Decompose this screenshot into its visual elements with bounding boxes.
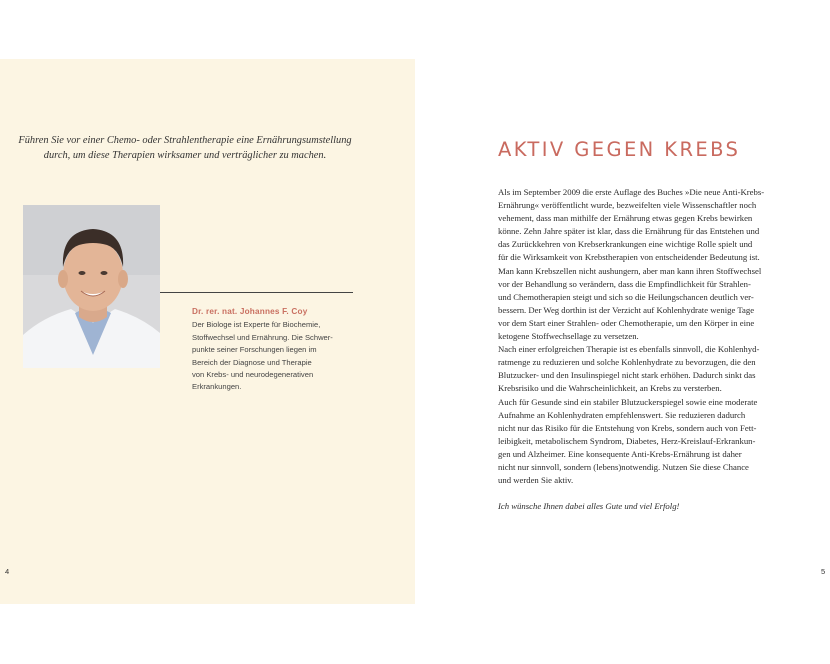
author-bio [192, 306, 362, 394]
text-line: bessern. Der Weg dorthin ist der Verzicht auf Kohlenhydrate wenige Tage [498, 304, 755, 315]
closing-line: Ich wünsche Ihnen dabei alles Gute und viel Erfolg! [498, 501, 680, 512]
text-line: ratmenge zu reduzieren und solche Kohlenhydrate zu bevorzugen, die den [498, 357, 756, 368]
text-line: vehement, dass man mithilfe der Ernährung etwas gegen Krebs bewirken [498, 213, 753, 224]
text-line: Krebsrisiko und die Wahrscheinlichkeit, an Krebs zu versterben. [498, 383, 722, 394]
divider-line [160, 292, 353, 293]
bio-line: Erkrankungen. [192, 382, 242, 392]
text-line: Aufnahme an Kohlenhydraten empfehlenswert. Sie reduzieren dadurch [498, 409, 746, 420]
bio-line: punkte seiner Forschungen liegen im [192, 345, 317, 355]
bio-line: Der Biologe ist Experte für Biochemie, [192, 320, 321, 330]
text-line: und Chemotherapien steigt und sich so die Heilungschancen deutlich ver- [498, 291, 754, 302]
intro-quote [0, 133, 370, 163]
text-line: nicht nur das Risiko für die Entstehung von Krebs, sondern auch von Fett- [498, 422, 757, 433]
text-line: vor dem Start einer Strahlen- oder Chemotherapie, um den Körper in eine [498, 317, 755, 328]
text-line: vor der Behandlung so verändern, dass die Empfindlichkeit für Strahlen- [498, 278, 751, 289]
quote-line: Führen Sie vor einer Chemo- oder Strahlentherapie eine Ernährungsumstellung [18, 135, 352, 146]
text-line: Auch für Gesunde sind ein stabiler Blutzuckerspiegel sowie eine moderate [498, 396, 758, 407]
page-heading: AKTIV GEGEN KREBS [498, 138, 741, 161]
text-line: Blutzucker- und den Insulinspiegel nicht stark erhöhen. Dadurch sinkt das [498, 370, 756, 381]
text-line: Man kann Krebszellen nicht aushungern, aber man kann ihren Stoffwechsel [498, 265, 762, 276]
quote-line: durch, um diese Therapien wirksamer und verträglicher zu machen. [43, 150, 327, 161]
text-line: Als im September 2009 die erste Auflage des Buches »Die neue Anti-Krebs- [498, 187, 765, 197]
text-line: nicht nur sinnvoll, sondern (lebens)notwendig. Nutzen Sie diese Chance [498, 461, 749, 472]
page-number-right: 5 [821, 567, 826, 576]
author-name: Dr. rer. nat. Johannes F. Coy [192, 307, 308, 316]
text-line: Ernährung« veröffentlicht wurde, bezweifelten viele Wissenschaftler noch [498, 200, 757, 211]
text-line: könne. Zehn Jahre später ist klar, dass die Ernährung für das Entstehen und [498, 226, 760, 237]
bio-line: von Krebs- und neurodegenerativen [192, 370, 314, 380]
bio-line: Bereich der Diagnose und Therapie [192, 357, 312, 367]
text-line: das Zurückkehren von Krebserkrankungen eine wichtige Rolle spielt und [498, 239, 753, 250]
text-line: Nach einer erfolgreichen Therapie ist es ebenfalls sinnvoll, die Kohlenhyd- [498, 344, 760, 355]
author-photo [23, 205, 160, 368]
page-number-left: 4 [5, 567, 10, 576]
text-line: ketogene Stoffwechsellage zu versetzen. [498, 331, 639, 342]
text-line: gen und Alzheimer. Eine konsequente Anti-Krebs-Ernährung ist daher [498, 448, 742, 459]
text-line: für die Wirksamkeit von Krebstherapien von entscheidender Bedeutung ist. [498, 252, 760, 263]
bio-line: Stoffwechsel und Ernährung. Die Schwer- [192, 332, 333, 342]
text-line: leibigkeit, metabolischem Syndrom, Diabetes, Herz-Kreislauf-Erkrankun- [498, 435, 756, 446]
body-text [498, 186, 791, 513]
text-line: und werden Sie aktiv. [498, 475, 574, 486]
